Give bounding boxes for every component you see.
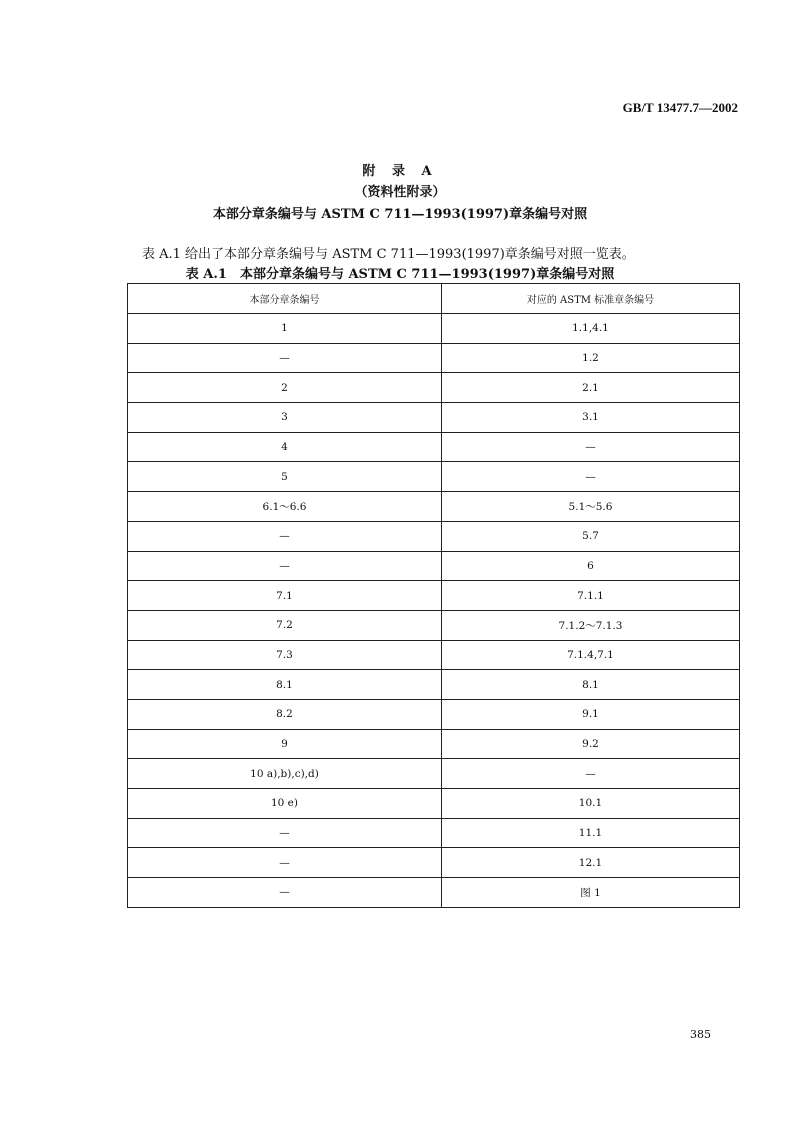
astm-clause-cell: 7.1.2～7.1.3 (442, 610, 740, 640)
this-part-clause-cell: 10 a),b),c),d) (128, 759, 442, 789)
table-row (128, 314, 740, 344)
table-header-row (128, 284, 740, 314)
astm-clause-cell: 5.7 (442, 521, 740, 551)
this-part-clause-cell: 6.1～6.6 (128, 492, 442, 522)
this-part-clause-cell: 8.2 (128, 699, 442, 729)
astm-clause-cell: — (442, 432, 740, 462)
astm-clause-cell: 7.1.4,7.1 (442, 640, 740, 670)
standard-number: GB/T 13477.7—2002 (622, 100, 738, 115)
table-row (128, 640, 740, 670)
table-row (128, 789, 740, 819)
this-part-clause-cell: 1 (128, 314, 442, 344)
page-number: 385 (690, 1028, 711, 1041)
astm-clause-cell: 3.1 (442, 403, 740, 433)
astm-clause-cell: 11.1 (442, 818, 740, 848)
table-row (128, 848, 740, 878)
this-part-clause-cell: — (128, 878, 442, 908)
astm-clause-cell: — (442, 759, 740, 789)
column-header: 对应的 ASTM 标准章条编号 (442, 284, 740, 314)
table-caption: 表 A.1 本部分章条编号与 ASTM C 711—1993(1997)章条编号对照 (185, 267, 615, 282)
intro-text: 表 A.1 给出了本部分章条编号与 ASTM C 711—1993(1997)章条编号对照一览表。 (142, 247, 635, 262)
astm-clause-cell: 6 (442, 551, 740, 581)
this-part-clause-cell: 9 (128, 729, 442, 759)
this-part-clause-cell: 2 (128, 373, 442, 403)
table-row (128, 551, 740, 581)
astm-clause-cell: 2.1 (442, 373, 740, 403)
astm-clause-cell: 5.1～5.6 (442, 492, 740, 522)
astm-clause-cell: 1.2 (442, 343, 740, 373)
table-row (128, 343, 740, 373)
astm-clause-cell: 12.1 (442, 848, 740, 878)
table-row (128, 403, 740, 433)
this-part-clause-cell: 10 e) (128, 789, 442, 819)
astm-clause-cell: 9.2 (442, 729, 740, 759)
table-row (128, 610, 740, 640)
table-row (128, 878, 740, 908)
astm-clause-cell: 7.1.1 (442, 581, 740, 611)
this-part-clause-cell: 7.3 (128, 640, 442, 670)
this-part-clause-cell: 7.2 (128, 610, 442, 640)
astm-clause-cell: 10.1 (442, 789, 740, 819)
this-part-clause-cell: 7.1 (128, 581, 442, 611)
table-row (128, 432, 740, 462)
astm-clause-cell: 1.1,4.1 (442, 314, 740, 344)
astm-clause-cell: — (442, 462, 740, 492)
column-header: 本部分章条编号 (128, 284, 442, 314)
table-row (128, 373, 740, 403)
astm-clause-cell: 9.1 (442, 699, 740, 729)
this-part-clause-cell: 8.1 (128, 670, 442, 700)
this-part-clause-cell: — (128, 521, 442, 551)
table-row (128, 462, 740, 492)
correspondence-table (127, 283, 740, 908)
this-part-clause-cell: — (128, 848, 442, 878)
table-row (128, 670, 740, 700)
table-row (128, 818, 740, 848)
table-row (128, 492, 740, 522)
appendix-title: 附 录 A (362, 164, 438, 179)
this-part-clause-cell: — (128, 343, 442, 373)
astm-clause-cell: 8.1 (442, 670, 740, 700)
table-row (128, 729, 740, 759)
table-row (128, 521, 740, 551)
table-row (128, 699, 740, 729)
this-part-clause-cell: — (128, 551, 442, 581)
this-part-clause-cell: 4 (128, 432, 442, 462)
table-row (128, 581, 740, 611)
appendix-heading: 本部分章条编号与 ASTM C 711—1993(1997)章条编号对照 (212, 207, 588, 222)
this-part-clause-cell: — (128, 818, 442, 848)
astm-clause-cell: 图 1 (442, 878, 740, 908)
appendix-subtitle: （资料性附录） (354, 185, 446, 200)
this-part-clause-cell: 3 (128, 403, 442, 433)
table-row (128, 759, 740, 789)
this-part-clause-cell: 5 (128, 462, 442, 492)
